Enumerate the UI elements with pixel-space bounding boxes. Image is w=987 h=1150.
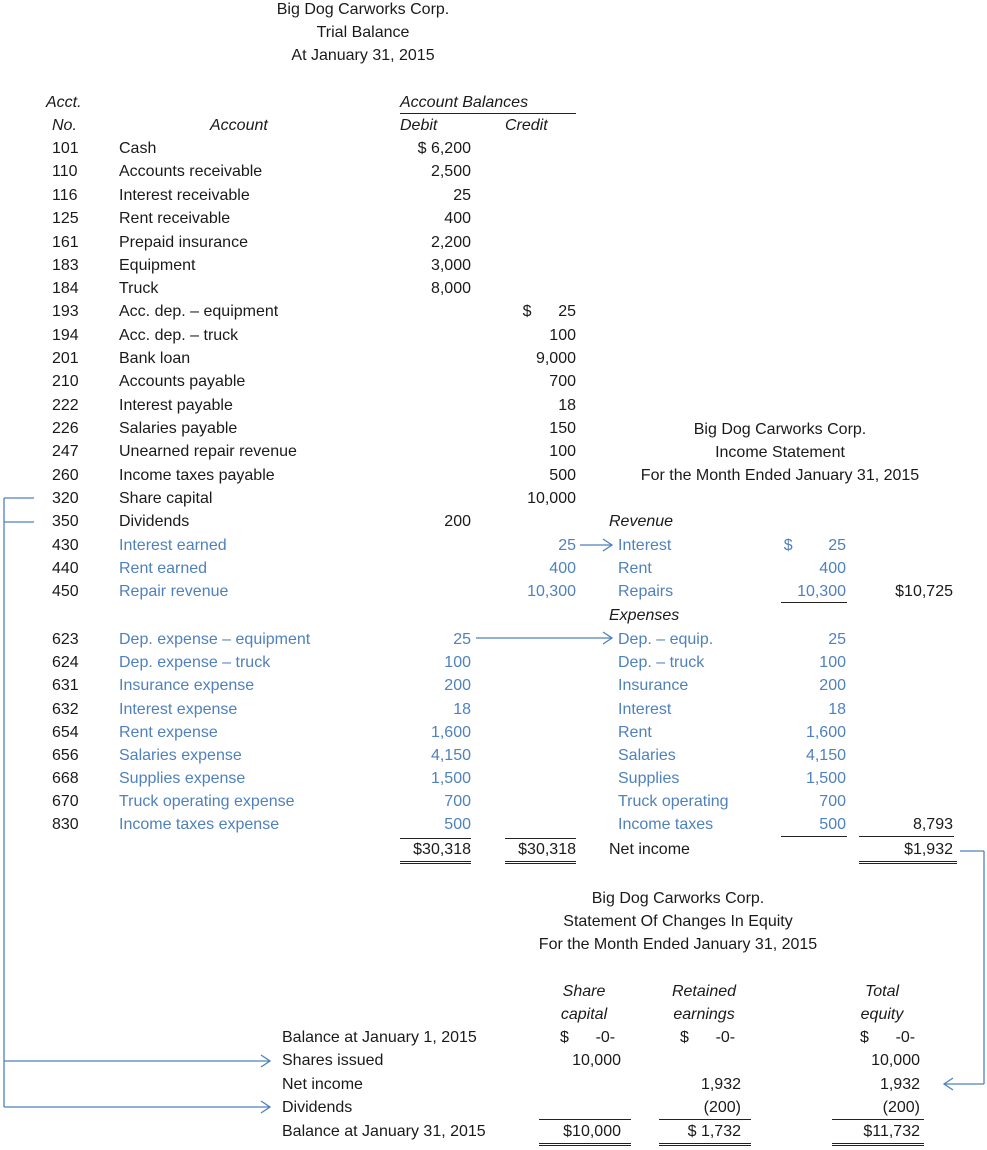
expense-item-name: Salaries [618, 747, 676, 764]
account-number: 210 [52, 373, 79, 390]
expense-item-amount: 200 [819, 677, 846, 694]
revenue-item-amount: $ 25 [783, 537, 846, 554]
expense-item-amount: 100 [819, 654, 846, 671]
account-number: 668 [52, 770, 79, 787]
debit-amount: 18 [453, 701, 471, 718]
account-number: 320 [52, 490, 79, 507]
account-number: 623 [52, 631, 79, 648]
account-name: Equipment [119, 257, 196, 274]
account-number: 116 [52, 187, 78, 204]
credit-amount: 400 [549, 560, 576, 577]
account-name: Dep. expense – truck [119, 654, 271, 671]
revenue-item-name: Rent [618, 560, 652, 577]
expense-item-amount: 1,500 [805, 770, 846, 787]
account-name: Interest expense [119, 701, 238, 718]
expense-item-amount: 4,150 [805, 747, 846, 764]
is-title: Income Statement [715, 444, 845, 461]
account-name: Interest payable [119, 397, 233, 414]
expense-item-amount: 25 [828, 631, 846, 648]
credit-total: $30,318 [518, 841, 576, 858]
expense-item-name: Dep. – truck [618, 654, 705, 671]
account-name: Income taxes expense [119, 816, 280, 833]
credit-amount: $ 25 [522, 303, 576, 320]
account-name: Accounts receivable [119, 163, 263, 180]
account-name: Truck operating expense [119, 793, 295, 810]
account-number: 430 [52, 537, 79, 554]
account-number: 194 [52, 327, 79, 344]
account-name: Truck [119, 280, 159, 297]
account-name: Dividends [119, 513, 190, 530]
credit-amount: 150 [549, 420, 576, 437]
account-number: 670 [52, 793, 79, 810]
share-capital-amount: 10,000 [572, 1052, 621, 1069]
account-number: 226 [52, 420, 79, 437]
tb-date: At January 31, 2015 [291, 47, 435, 64]
credit-amount: 10,000 [527, 490, 576, 507]
expense-item-name: Supplies [618, 770, 680, 787]
expense-item-name: Insurance [618, 677, 689, 694]
retained-earnings-amount: (200) [703, 1099, 741, 1116]
debit-amount: 2,200 [430, 234, 471, 251]
account-number: 222 [52, 397, 79, 414]
debit-amount: 25 [453, 187, 471, 204]
account-number: 830 [52, 816, 79, 833]
expense-item-name: Dep. – equip. [618, 631, 714, 648]
account-number: 184 [52, 280, 79, 297]
account-balances-label: Account Balances [400, 94, 529, 111]
account-name: Dep. expense – equipment [119, 631, 311, 648]
account-number: 183 [52, 257, 79, 274]
account-number: 260 [52, 467, 79, 484]
account-name: Interest receivable [119, 187, 250, 204]
sce-title: Statement Of Changes In Equity [563, 913, 793, 930]
account-column-label: Account [210, 117, 268, 134]
ending-retained-earnings: $ 1,732 [687, 1123, 741, 1140]
debit-amount: 500 [444, 816, 471, 833]
is-company: Big Dog Carworks Corp. [693, 421, 867, 438]
account-number: 654 [52, 724, 79, 741]
acct-no-label-1: Acct. [46, 94, 82, 111]
account-name: Share capital [119, 490, 213, 507]
is-period: For the Month Ended January 31, 2015 [640, 467, 920, 484]
credit-column-label: Credit [505, 117, 548, 134]
ending-total-equity: $11,732 [863, 1123, 920, 1140]
account-name: Accounts payable [119, 373, 246, 390]
account-name: Repair revenue [119, 583, 229, 600]
total-equity-amount: $ -0- [860, 1029, 916, 1046]
equity-row-label: Dividends [282, 1099, 353, 1116]
debit-amount: 25 [453, 631, 471, 648]
account-name: Acc. dep. – equipment [119, 303, 279, 320]
account-name: Rent expense [119, 724, 218, 741]
equity-row-label: Net income [282, 1076, 363, 1093]
expense-item-name: Rent [618, 724, 652, 741]
total-equity-amount: 10,000 [871, 1052, 920, 1069]
account-name: Cash [119, 140, 157, 157]
expense-item-amount: 500 [819, 816, 846, 833]
credit-amount: 500 [549, 467, 576, 484]
total-equity-amount: (200) [882, 1099, 920, 1116]
debit-amount: 1,600 [430, 724, 471, 741]
debit-total: $30,318 [413, 841, 471, 858]
account-number: 247 [52, 443, 79, 460]
expense-item-name: Interest [618, 701, 672, 718]
sce-period: For the Month Ended January 31, 2015 [538, 936, 818, 953]
revenue-item-amount: 400 [819, 560, 846, 577]
account-name: Supplies expense [119, 770, 246, 787]
share-capital-col-1: Share [562, 983, 606, 1000]
debit-amount: 3,000 [430, 257, 471, 274]
retained-earnings-amount: $ -0- [680, 1029, 736, 1046]
account-name: Rent earned [119, 560, 208, 577]
credit-amount: 25 [558, 537, 576, 554]
account-number: 631 [52, 677, 79, 694]
account-name: Salaries payable [119, 420, 238, 437]
credit-amount: 100 [549, 443, 576, 460]
expense-item-amount: 1,600 [805, 724, 846, 741]
account-name: Unearned repair revenue [119, 443, 297, 460]
ending-balance-label: Balance at January 31, 2015 [282, 1123, 486, 1140]
credit-amount: 9,000 [535, 350, 576, 367]
account-name: Prepaid insurance [119, 234, 248, 251]
debit-amount: 200 [444, 513, 471, 530]
total-equity-col-2: equity [860, 1006, 904, 1023]
debit-amount: 200 [444, 677, 471, 694]
expenses-label: Expenses [609, 607, 680, 624]
revenue-item-name: Repairs [618, 583, 674, 600]
sce-company: Big Dog Carworks Corp. [591, 890, 765, 907]
credit-amount: 100 [549, 327, 576, 344]
debit-amount: 100 [444, 654, 471, 671]
credit-amount: 18 [558, 397, 576, 414]
account-name: Interest earned [119, 537, 227, 554]
account-number: 450 [52, 583, 79, 600]
account-number: 110 [52, 163, 78, 180]
share-capital-amount: $ -0- [560, 1029, 616, 1046]
debit-amount: 400 [444, 210, 471, 227]
revenue-item-amount: 10,300 [797, 583, 846, 600]
debit-amount: 1,500 [430, 770, 471, 787]
expense-item-name: Truck operating [618, 793, 729, 810]
debit-amount: 700 [444, 793, 471, 810]
net-income-amount: $1,932 [904, 841, 953, 858]
account-name: Insurance expense [119, 677, 255, 694]
total-equity-amount: 1,932 [879, 1076, 920, 1093]
expense-item-amount: 18 [828, 701, 846, 718]
credit-amount: 700 [549, 373, 576, 390]
revenue-item-name: Interest [618, 537, 672, 554]
total-equity-col-1: Total [864, 983, 900, 1000]
account-number: 656 [52, 747, 79, 764]
expense-item-amount: 700 [819, 793, 846, 810]
account-name: Salaries expense [119, 747, 242, 764]
account-number: 101 [52, 140, 79, 157]
debit-amount: 2,500 [430, 163, 471, 180]
account-name: Rent receivable [119, 210, 231, 227]
revenue-label: Revenue [609, 513, 674, 530]
equity-row-label: Shares issued [282, 1052, 384, 1069]
ending-share-capital: $10,000 [563, 1123, 621, 1140]
account-name: Bank loan [119, 350, 191, 367]
account-number: 632 [52, 701, 79, 718]
tb-company: Big Dog Carworks Corp. [276, 1, 450, 18]
debit-column-label: Debit [400, 117, 438, 134]
expense-item-name: Income taxes [618, 816, 714, 833]
account-number: 125 [52, 210, 79, 227]
retained-earnings-col-2: earnings [673, 1006, 735, 1023]
account-number: 193 [52, 303, 79, 320]
credit-amount: 10,300 [527, 583, 576, 600]
debit-amount: $ 6,200 [417, 140, 471, 157]
retained-earnings-amount: 1,932 [700, 1076, 741, 1093]
net-income-label: Net income [609, 841, 690, 858]
share-capital-col-2: capital [560, 1006, 608, 1023]
account-number: 624 [52, 654, 79, 671]
account-number: 201 [52, 350, 79, 367]
equity-row-label: Balance at January 1, 2015 [282, 1029, 477, 1046]
expenses-total: 8,793 [912, 816, 953, 833]
retained-earnings-col-1: Retained [671, 983, 737, 1000]
acct-no-label-2: No. [52, 117, 77, 134]
account-name: Income taxes payable [119, 467, 275, 484]
debit-amount: 4,150 [430, 747, 471, 764]
debit-amount: 8,000 [430, 280, 471, 297]
account-number: 440 [52, 560, 79, 577]
account-number: 161 [52, 234, 79, 251]
account-name: Acc. dep. – truck [119, 327, 239, 344]
revenue-total: $10,725 [895, 583, 953, 600]
account-number: 350 [52, 513, 79, 530]
tb-title: Trial Balance [316, 24, 410, 41]
